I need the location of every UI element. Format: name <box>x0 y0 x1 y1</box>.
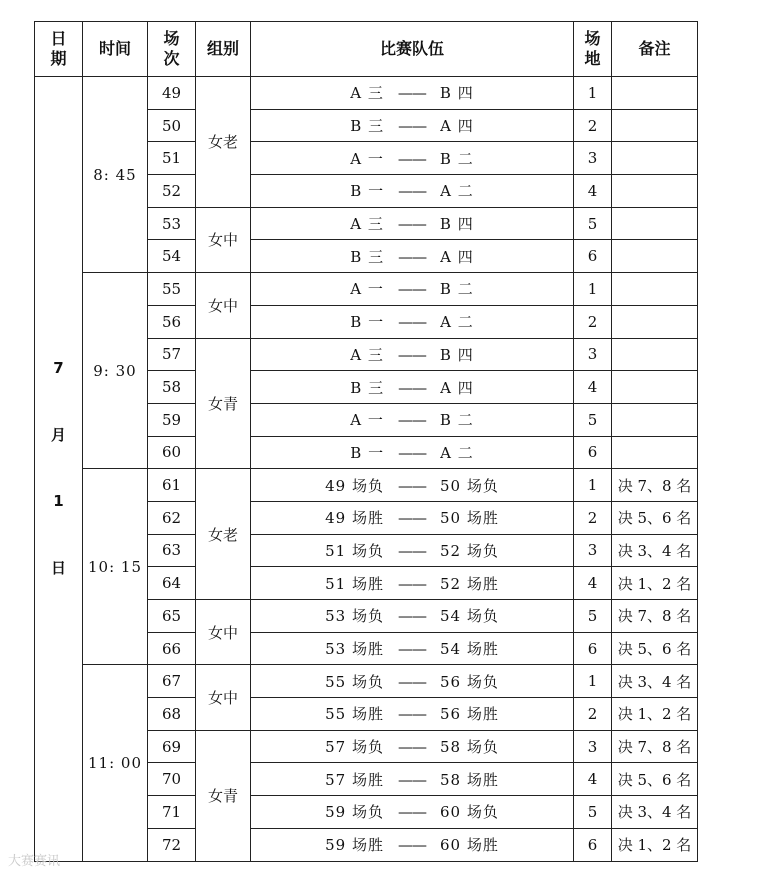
match-teams-cell <box>251 403 574 436</box>
header-court-line1: 场 <box>584 29 601 48</box>
group-cell: 女青 <box>196 730 251 861</box>
team-a: A 三 <box>350 84 384 103</box>
team-b: 60 场胜 <box>440 836 499 855</box>
team-b: B 四 <box>439 84 474 103</box>
note-cell: 决 7、8 名 <box>612 730 698 763</box>
team-a: 57 场负 <box>325 738 384 757</box>
court-cell: 4 <box>574 371 612 404</box>
match-no-cell: 55 <box>148 273 196 306</box>
team-a: A 三 <box>350 215 384 234</box>
match-teams-cell <box>251 632 574 665</box>
header-match-no <box>148 22 196 77</box>
match-no-cell: 61 <box>148 469 196 502</box>
table-row <box>35 273 698 306</box>
match-teams-cell <box>251 469 574 502</box>
match-teams-cell <box>251 698 574 731</box>
team-b: 50 场负 <box>440 476 499 495</box>
team-a: B 一 <box>350 443 385 462</box>
versus-dash: —— <box>398 705 426 724</box>
versus-dash: —— <box>398 443 427 462</box>
match-no-cell: 49 <box>148 77 196 110</box>
note-cell: 决 5、6 名 <box>612 763 698 796</box>
versus-dash: —— <box>397 149 426 168</box>
court-cell: 3 <box>574 338 612 371</box>
note-cell <box>612 436 698 469</box>
team-b: 52 场胜 <box>440 574 499 593</box>
versus-dash: —— <box>398 247 427 266</box>
court-cell: 2 <box>574 109 612 142</box>
note-cell: 决 5、6 名 <box>612 501 698 534</box>
match-teams-cell <box>251 371 574 404</box>
date-cell <box>35 77 83 862</box>
court-cell: 3 <box>574 730 612 763</box>
match-teams-cell <box>251 175 574 208</box>
court-cell: 6 <box>574 436 612 469</box>
header-notes: 备注 <box>612 22 698 77</box>
match-no-cell: 63 <box>148 534 196 567</box>
date-char: 月 <box>50 426 66 445</box>
team-b: 58 场胜 <box>440 770 499 789</box>
team-b: A 二 <box>440 443 474 462</box>
versus-dash: —— <box>398 182 427 201</box>
match-teams-cell <box>251 305 574 338</box>
group-cell: 女老 <box>196 469 251 600</box>
team-b: 56 场胜 <box>440 705 499 724</box>
team-a: 55 场胜 <box>325 705 384 724</box>
note-cell: 决 7、8 名 <box>612 600 698 633</box>
note-cell <box>612 273 698 306</box>
match-no-cell: 64 <box>148 567 196 600</box>
versus-dash: —— <box>398 476 426 495</box>
match-teams-cell <box>251 828 574 861</box>
court-cell: 1 <box>574 77 612 110</box>
match-no-cell: 53 <box>148 207 196 240</box>
team-a: A 三 <box>350 345 384 364</box>
match-no-cell: 56 <box>148 305 196 338</box>
note-cell: 决 1、2 名 <box>612 567 698 600</box>
note-cell <box>612 240 698 273</box>
court-cell: 5 <box>574 796 612 829</box>
watermark: 大赛赛讯 <box>8 854 61 869</box>
team-a: B 三 <box>350 378 385 397</box>
versus-dash: —— <box>398 803 426 822</box>
team-a: B 一 <box>350 313 385 332</box>
team-b: B 四 <box>439 215 474 234</box>
team-a: A 一 <box>350 411 384 430</box>
group-cell: 女中 <box>196 600 251 665</box>
team-a: 49 场胜 <box>325 509 384 528</box>
team-b: 50 场胜 <box>440 509 499 528</box>
court-cell: 4 <box>574 763 612 796</box>
match-no-cell: 69 <box>148 730 196 763</box>
team-a: 49 场负 <box>325 476 384 495</box>
table-row <box>35 469 698 502</box>
match-no-cell: 71 <box>148 796 196 829</box>
versus-dash: —— <box>398 509 426 528</box>
team-b: A 四 <box>440 247 474 266</box>
team-b: B 二 <box>439 149 474 168</box>
group-cell: 女青 <box>196 338 251 469</box>
header-group: 组别 <box>196 22 251 77</box>
team-b: 52 场负 <box>440 541 499 560</box>
match-no-cell: 50 <box>148 109 196 142</box>
team-a: B 一 <box>350 182 385 201</box>
match-teams-cell <box>251 600 574 633</box>
team-b: B 二 <box>439 411 474 430</box>
versus-dash: —— <box>397 345 426 364</box>
header-court <box>574 22 612 77</box>
court-cell: 3 <box>574 534 612 567</box>
versus-dash: —— <box>398 607 426 626</box>
court-cell: 5 <box>574 403 612 436</box>
team-b: A 四 <box>440 117 474 136</box>
match-teams-cell <box>251 665 574 698</box>
table-row <box>35 77 698 110</box>
header-match-no-line1: 场 <box>163 29 180 48</box>
court-cell: 3 <box>574 142 612 175</box>
versus-dash: —— <box>398 117 427 136</box>
note-cell: 决 3、4 名 <box>612 534 698 567</box>
match-no-cell: 62 <box>148 501 196 534</box>
group-cell: 女中 <box>196 273 251 338</box>
team-b: A 二 <box>440 182 474 201</box>
team-a: 51 场胜 <box>325 574 384 593</box>
header-date-line1: 日 <box>50 29 67 48</box>
match-teams-cell <box>251 796 574 829</box>
match-no-cell: 51 <box>148 142 196 175</box>
match-teams-cell <box>251 273 574 306</box>
versus-dash: —— <box>398 836 426 855</box>
court-cell: 1 <box>574 469 612 502</box>
note-cell: 决 5、6 名 <box>612 632 698 665</box>
match-no-cell: 67 <box>148 665 196 698</box>
match-no-cell: 66 <box>148 632 196 665</box>
court-cell: 1 <box>574 273 612 306</box>
match-schedule-table <box>34 21 698 862</box>
match-teams-cell <box>251 436 574 469</box>
note-cell <box>612 207 698 240</box>
court-cell: 6 <box>574 632 612 665</box>
court-cell: 2 <box>574 698 612 731</box>
header-teams: 比赛队伍 <box>251 22 574 77</box>
team-b: B 四 <box>439 345 474 364</box>
note-cell: 决 3、4 名 <box>612 665 698 698</box>
note-cell <box>612 109 698 142</box>
table-row <box>35 665 698 698</box>
team-a: 57 场胜 <box>325 770 384 789</box>
match-teams-cell <box>251 240 574 273</box>
note-cell <box>612 77 698 110</box>
team-b: 54 场胜 <box>440 640 499 659</box>
court-cell: 4 <box>574 567 612 600</box>
note-cell: 决 1、2 名 <box>612 698 698 731</box>
versus-dash: —— <box>398 574 426 593</box>
team-a: 53 场胜 <box>325 640 384 659</box>
team-a: A 一 <box>350 149 384 168</box>
match-teams-cell <box>251 763 574 796</box>
versus-dash: —— <box>398 770 426 789</box>
versus-dash: —— <box>398 672 426 691</box>
court-cell: 4 <box>574 175 612 208</box>
date-char: 7 <box>53 359 64 378</box>
time-cell: 11: 00 <box>83 665 148 861</box>
court-cell: 1 <box>574 665 612 698</box>
group-cell: 女老 <box>196 77 251 208</box>
court-cell: 6 <box>574 828 612 861</box>
match-no-cell: 68 <box>148 698 196 731</box>
note-cell <box>612 142 698 175</box>
match-no-cell: 52 <box>148 175 196 208</box>
team-b: 54 场负 <box>440 607 499 626</box>
time-cell: 9: 30 <box>83 273 148 469</box>
match-teams-cell <box>251 109 574 142</box>
match-teams-cell <box>251 501 574 534</box>
header-row <box>35 22 698 77</box>
match-no-cell: 57 <box>148 338 196 371</box>
versus-dash: —— <box>397 411 426 430</box>
match-no-cell: 58 <box>148 371 196 404</box>
match-teams-cell <box>251 730 574 763</box>
versus-dash: —— <box>398 738 426 757</box>
note-cell <box>612 175 698 208</box>
team-b: 58 场负 <box>440 738 499 757</box>
note-cell: 决 7、8 名 <box>612 469 698 502</box>
versus-dash: —— <box>397 84 426 103</box>
court-cell: 2 <box>574 501 612 534</box>
court-cell: 2 <box>574 305 612 338</box>
team-b: 56 场负 <box>440 672 499 691</box>
match-no-cell: 70 <box>148 763 196 796</box>
header-date <box>35 22 83 77</box>
group-cell: 女中 <box>196 665 251 730</box>
header-court-line2: 地 <box>584 49 601 68</box>
team-b: 60 场负 <box>440 803 499 822</box>
note-cell <box>612 403 698 436</box>
court-cell: 6 <box>574 240 612 273</box>
versus-dash: —— <box>397 280 426 299</box>
team-a: 55 场负 <box>325 672 384 691</box>
note-cell <box>612 305 698 338</box>
match-teams-cell <box>251 534 574 567</box>
versus-dash: —— <box>398 640 426 659</box>
match-no-cell: 54 <box>148 240 196 273</box>
team-a: B 三 <box>350 117 385 136</box>
header-match-no-line2: 次 <box>163 49 180 68</box>
match-teams-cell <box>251 77 574 110</box>
note-cell <box>612 338 698 371</box>
court-cell: 5 <box>574 207 612 240</box>
match-no-cell: 72 <box>148 828 196 861</box>
note-cell: 决 1、2 名 <box>612 828 698 861</box>
versus-dash: —— <box>398 313 427 332</box>
match-teams-cell <box>251 338 574 371</box>
header-date-line2: 期 <box>50 49 67 68</box>
note-cell: 决 3、4 名 <box>612 796 698 829</box>
team-b: A 二 <box>440 313 474 332</box>
versus-dash: —— <box>398 378 427 397</box>
team-a: 59 场负 <box>325 803 384 822</box>
team-b: B 二 <box>439 280 474 299</box>
team-a: 53 场负 <box>325 607 384 626</box>
time-cell: 10: 15 <box>83 469 148 665</box>
team-b: A 四 <box>440 378 474 397</box>
date-char: 日 <box>50 559 66 578</box>
match-teams-cell <box>251 567 574 600</box>
match-teams-cell <box>251 207 574 240</box>
group-cell: 女中 <box>196 207 251 272</box>
schedule-body <box>35 77 698 862</box>
versus-dash: —— <box>398 541 426 560</box>
team-a: B 三 <box>350 247 385 266</box>
match-no-cell: 65 <box>148 600 196 633</box>
team-a: 59 场胜 <box>325 836 384 855</box>
match-no-cell: 60 <box>148 436 196 469</box>
match-no-cell: 59 <box>148 403 196 436</box>
time-cell: 8: 45 <box>83 77 148 273</box>
header-time: 时间 <box>83 22 148 77</box>
match-teams-cell <box>251 142 574 175</box>
date-char: 1 <box>53 492 64 511</box>
note-cell <box>612 371 698 404</box>
team-a: A 一 <box>350 280 384 299</box>
court-cell: 5 <box>574 600 612 633</box>
team-a: 51 场负 <box>325 541 384 560</box>
versus-dash: —— <box>397 215 426 234</box>
